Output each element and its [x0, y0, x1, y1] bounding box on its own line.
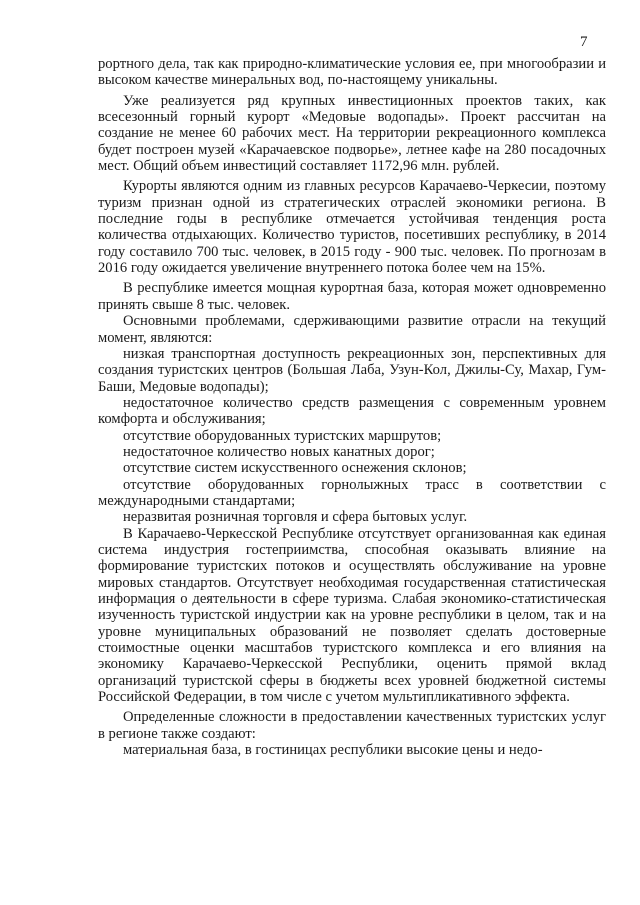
paragraph-continuation: рортного дела, так как природно-климатические условия ее, при многообразии и высоком качестве минеральных вод, по-настоящему уникальны. — [98, 56, 606, 89]
paragraph-difficulties: Определенные сложности в предоставлении качественных туристских услуг в регионе также создают: — [98, 709, 606, 742]
problem-item-snowmaking: отсутствие систем искусственного оснежения склонов; — [123, 460, 467, 477]
document-body — [98, 56, 606, 758]
problem-item-cable-cars: недостаточное количество новых канатных дорог; — [123, 443, 435, 460]
problem-item-accommodation: недостаточное количество средств размещения с современным уровнем комфорта и обслуживания; — [98, 394, 606, 428]
problem-item-ski-trails: отсутствие оборудованных горнолыжных трасс в соответствии с международными стандартами; — [98, 476, 606, 509]
paragraph-material-base: материальная база, в гостиницах республики высокие цены и недо- — [123, 742, 543, 759]
paragraph-resorts-tourism: Курорты являются одним из главных ресурсов Карачаево-Черкесии, поэтому туризм признан одной из стратегических отраслей экономики региона. В последние годы в республике отмечается устойчивая тенденция роста количества отдыхающих. Количество туристов, посетивших республику, в 2014 году составило 700 тыс. человек, в 2015 году - 900 тыс. человек. По прогнозам в 2016 году ожидается увеличение внутреннего потока более чем на 15%. — [98, 178, 606, 277]
problem-item-transport: низкая транспортная доступность рекреационных зон, перспективных для создания туристских центров (Большая Лаба, Узун-Кол, Джилы-Су, Махар, Гум-Баши, Медовые водопады); — [98, 345, 606, 395]
page-number: 7 — [580, 34, 588, 50]
paragraph-hospitality-industry: В Карачаево-Черкесской Республике отсутствует организованная как единая система индустрия гостеприимства, способная оказывать влияние на формирование туристских потоков и осуществлять обслуживание на уровне мировых стандартов. Отсутствует необходимая государственная статистическая информация о деятельности в сфере туризма. Слабая экономико-статистическая изученность туристской индустрии как на уровне республики в целом, так и на уровне муниципальных образований не позволяет сделать достоверные стоимостные оценки масштабов туристского комплекса и его влияния на экономику Карачаево-Черкесской Республики, оценить прямой вклад организаций туристской сферы в бюджеты всех уровней бюджетной системы Российской Федерации, в том числе с учетом мультипликативного эффекта. — [98, 525, 606, 706]
paragraph-resort-base: В республике имеется мощная курортная база, которая может одновременно принять свыше 8 тыс. человек. — [98, 280, 606, 313]
problem-item-routes: отсутствие оборудованных туристских маршрутов; — [123, 427, 442, 444]
paragraph-investment-projects: Уже реализуется ряд крупных инвестиционных проектов таких, как всесезонный горный курорт «Медовые водопады». Проект рассчитан на создание не менее 60 рабочих мест. На территории рекреационного комплекса будет построен музей «Карачаевское подворье», летнее кафе на 280 посадочных мест. Общий объем инвестиций составляет 1172,96 млн. рублей. — [98, 92, 606, 175]
paragraph-main-problems: Основными проблемами, сдерживающими развитие отрасли на текущий момент, являются: — [98, 313, 606, 346]
problem-item-retail: неразвитая розничная торговля и сфера бытовых услуг. — [123, 509, 468, 526]
